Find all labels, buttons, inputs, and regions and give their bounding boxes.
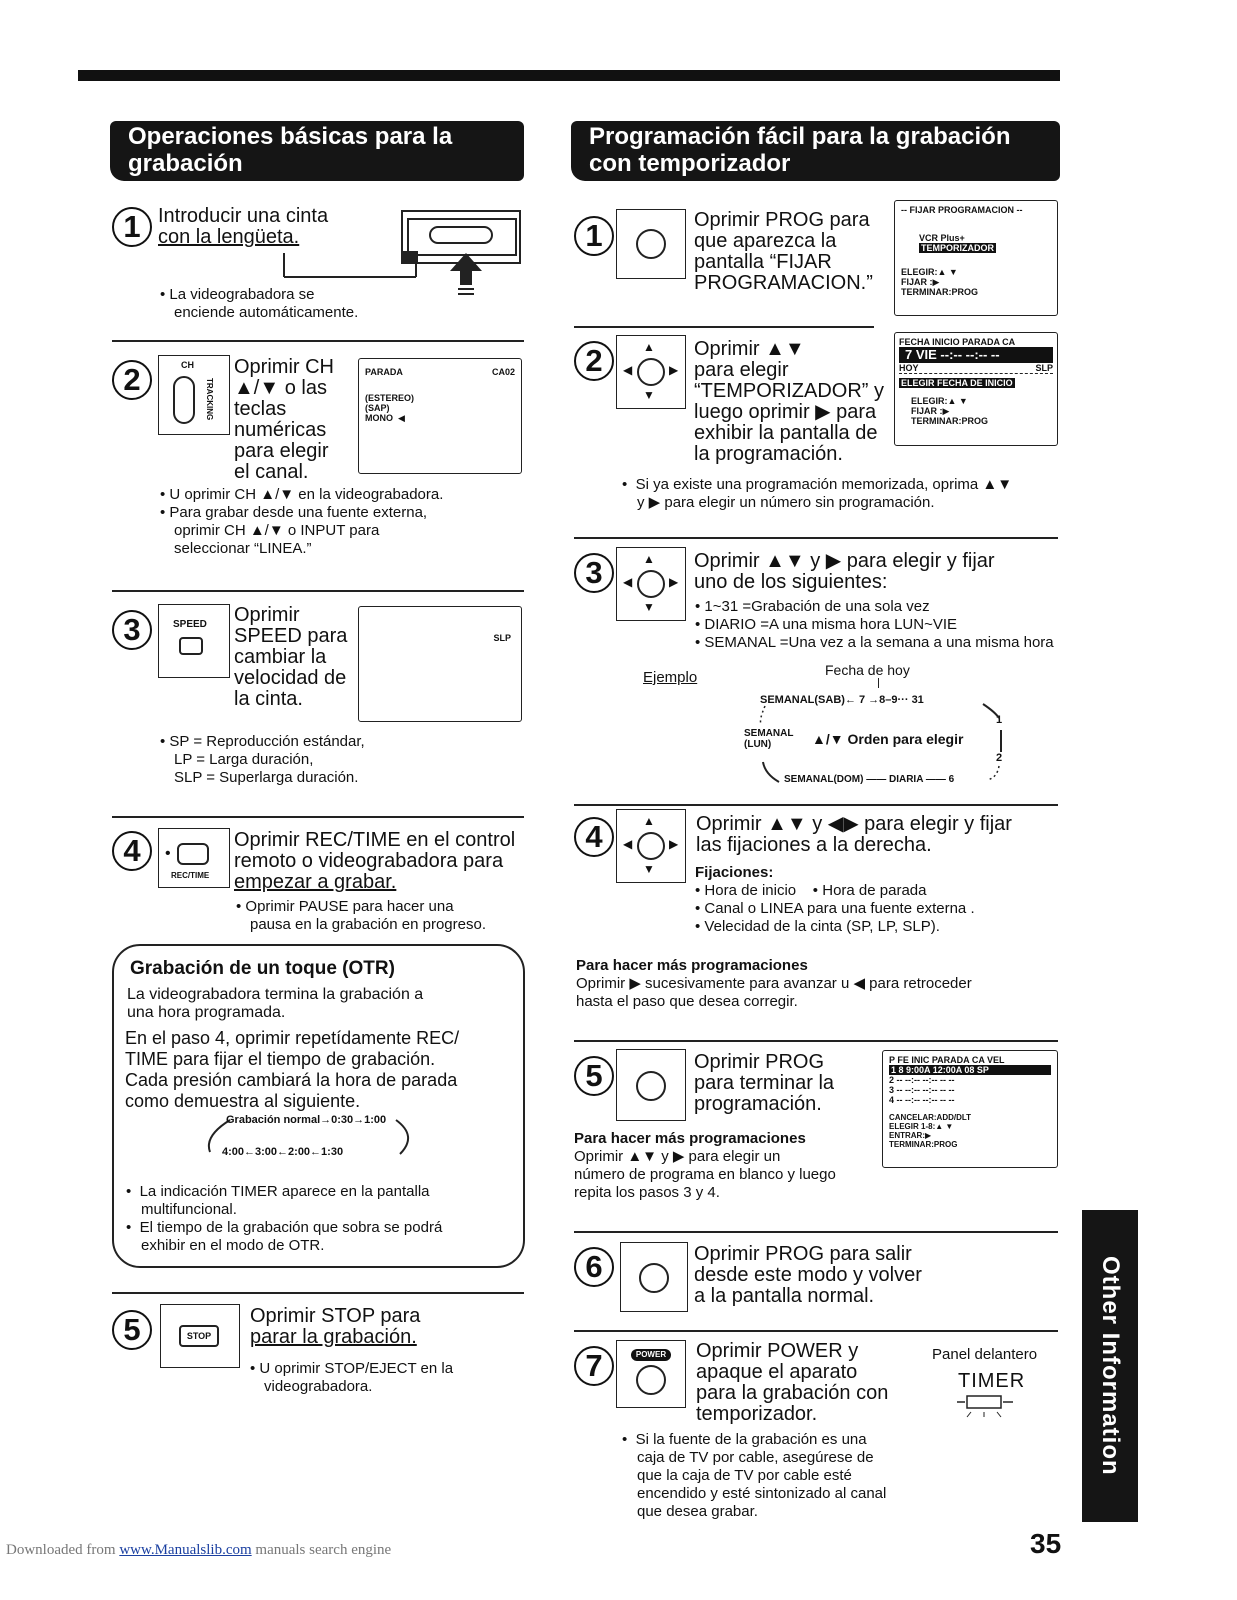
note-text: LP = Larga duración,	[174, 751, 314, 768]
screen-text: SLP	[493, 633, 511, 643]
note-text: enciende automáticamente.	[174, 304, 359, 321]
note-text: que desea grabar.	[637, 1503, 758, 1520]
step-number: 6	[574, 1247, 614, 1287]
screen-text: ELEGIR:▲ ▼	[911, 396, 968, 406]
text-line: programación.	[694, 1093, 822, 1115]
up-arrow-icon: ▲	[643, 814, 655, 828]
note-text: Para grabar desde una fuente externa,	[169, 504, 428, 521]
screen-text: 2 -- --:-- --:-- -- --	[889, 1075, 955, 1085]
otr-paragraph	[125, 1028, 459, 1112]
orden-label: ▲/▼ Orden para elegir	[812, 731, 964, 747]
otr-paragraph	[127, 986, 423, 1022]
text-line: que aparezca la	[694, 230, 837, 252]
screen-text: CA02	[491, 367, 515, 377]
divider	[112, 1292, 524, 1294]
text-line: Oprimir CH	[234, 356, 334, 378]
text-line: remoto o videograbadora para	[234, 850, 504, 872]
arrow-pad-icon	[616, 809, 686, 883]
text-line: temporizador.	[696, 1403, 818, 1425]
screen-text: CANCELAR:ADD/DLT	[889, 1113, 972, 1122]
text-line: teclas	[234, 398, 287, 420]
step-text	[694, 1244, 922, 1307]
screen-text: TERMINAR:PROG	[901, 287, 978, 297]
divider	[112, 590, 524, 592]
left-section-header	[110, 121, 524, 181]
speed-button-icon	[158, 604, 230, 678]
up-arrow-icon: ▲	[643, 340, 655, 354]
fijar-programacion-screen	[894, 200, 1058, 316]
divider	[574, 1231, 1058, 1233]
power-label: POWER	[631, 1349, 671, 1361]
text-line: cambiar la	[234, 646, 327, 668]
screen-text: HOY	[899, 363, 919, 373]
step-number: 2	[112, 360, 152, 400]
text-line: para elegir	[234, 440, 329, 462]
text-line: las fijaciones a la derecha.	[696, 834, 932, 856]
subheading: Para hacer más programaciones	[574, 1130, 806, 1147]
otr-title: Grabación de un toque (OTR)	[130, 958, 395, 979]
ejemplo-label: Ejemplo	[643, 669, 698, 686]
note-text: U oprimir STOP/EJECT en la	[259, 1360, 454, 1377]
round-button-icon	[636, 229, 666, 259]
prog-button-icon	[616, 209, 686, 279]
divider	[112, 816, 524, 818]
screen-highlight: 1 8 9:00A 12:00A 08 SP	[889, 1065, 1051, 1075]
screen-text: FIJAR :▶	[901, 277, 940, 287]
note-text: SP = Reproducción estándar,	[169, 733, 365, 750]
text-line: Oprimir PROG para	[694, 209, 870, 231]
text-line: una hora programada.	[127, 1004, 286, 1021]
text-line: repita los pasos 3 y 4.	[574, 1184, 720, 1201]
manualslib-link[interactable]: www.Manualslib.com	[119, 1542, 252, 1558]
note-text: exhibir en el modo de OTR.	[141, 1237, 325, 1254]
note-text: oprimir CH ▲/▼ o INPUT para	[174, 522, 380, 539]
text-line: el canal.	[234, 461, 309, 483]
step-number: 2	[574, 341, 614, 381]
text-line: numéricas	[234, 419, 327, 441]
note-text: videograbadora.	[264, 1378, 373, 1395]
tick-line	[878, 678, 879, 688]
screen-text: TERMINAR:PROG	[889, 1140, 958, 1149]
tv-screen	[358, 606, 522, 722]
text-line: (LUN)	[744, 739, 772, 750]
note-text: SLP = Superlarga duración.	[174, 769, 359, 786]
screen-text: (ESTEREO)	[365, 393, 415, 403]
list-item: Hora de inicio	[704, 882, 797, 899]
note-text: Si la fuente de la grabación es una	[635, 1431, 867, 1448]
step-text	[696, 1341, 888, 1425]
left-header-text: Operaciones básicas para la grabación	[128, 123, 453, 177]
cycle-number: 1	[996, 714, 1003, 726]
note-text: La videograbadora se	[169, 286, 315, 303]
footer-text: manuals search engine	[251, 1542, 392, 1558]
screen-highlight: TEMPORIZADOR	[921, 243, 994, 253]
fijaciones-title: Fijaciones:	[695, 864, 774, 881]
ch-rocker-icon	[173, 376, 195, 424]
text-line: “TEMPORIZADOR” y	[694, 380, 884, 402]
left-arrow-icon: ◀	[623, 363, 633, 377]
text-line: a la pantalla normal.	[694, 1285, 875, 1307]
prog-button-icon	[620, 1242, 688, 1312]
joystick-icon	[637, 358, 665, 386]
text-line: para elegir	[694, 359, 789, 381]
joystick-icon	[637, 832, 665, 860]
text-line: Introducir una cinta	[158, 205, 329, 227]
text-line: empezar a grabar.	[234, 871, 397, 893]
power-button-icon	[616, 1340, 686, 1408]
step-number: 3	[574, 553, 614, 593]
bullet-text: DIARIO =A una misma hora LUN~VIE	[704, 616, 958, 633]
note-text: Si ya existe una programación memorizada, oprima ▲▼	[635, 476, 1013, 493]
text-line: SEMANAL	[744, 728, 794, 739]
step-number: 1	[112, 207, 152, 247]
program-list-screen	[882, 1050, 1058, 1168]
step-number: 7	[574, 1346, 614, 1386]
screen-text: (SAP)	[365, 403, 390, 413]
text-line: uno de los siguientes:	[694, 571, 888, 593]
text-line: La videograbadora termina la grabación a	[127, 986, 424, 1003]
text-line: exhibir la pantalla de	[694, 422, 878, 444]
icon-label: REC/TIME	[171, 871, 210, 880]
step-notes: • U oprimir STOP/EJECT en la videograbadora.	[250, 1360, 454, 1395]
screen-text: PARADA	[365, 367, 403, 377]
note-text: seleccionar “LINEA.”	[174, 540, 312, 557]
cycle-top-text: SEMANAL(SAB)← 7 →8–9··· 31	[760, 694, 924, 706]
arrow-pad-icon	[616, 335, 686, 409]
text-line: velocidad de	[234, 667, 347, 689]
stop-label: STOP	[179, 1325, 219, 1347]
screen-text: SLP	[1035, 363, 1053, 373]
screen-text: MONO	[365, 413, 393, 423]
down-arrow-icon: ▼	[643, 388, 655, 402]
text-line: pantalla “FIJAR	[694, 251, 832, 273]
right-header-text: Programación fácil para la grabación con temporizador	[589, 123, 1011, 177]
round-button-icon	[639, 1263, 669, 1293]
text-line: desde este modo y volver	[694, 1264, 922, 1286]
screen-highlight: 7 VIE --:-- --:-- --	[899, 347, 1053, 363]
left-arrow-icon: ◀	[623, 575, 633, 589]
text-line: ▲/▼ o las	[234, 377, 327, 399]
text-line: número de programa en blanco y luego	[574, 1166, 836, 1183]
note-text: que la caja de TV por cable esté	[637, 1467, 852, 1484]
text-line: En el paso 4, oprimir repetídamente REC/	[125, 1028, 460, 1048]
step-text	[696, 814, 1012, 856]
divider	[574, 537, 1058, 539]
footer-text: Downloaded from	[6, 1542, 120, 1558]
prog-button-icon	[616, 1049, 686, 1121]
power-icon	[636, 1365, 666, 1395]
text-line: Oprimir STOP para	[250, 1305, 421, 1327]
fecha-label: Fecha de hoy	[825, 662, 910, 678]
note-text: multifuncional.	[141, 1201, 237, 1218]
page-number: 35	[1030, 1528, 1062, 1559]
screen-text: FECHA INICIO PARADA CA	[899, 337, 1016, 347]
divider	[574, 1040, 1058, 1042]
text-line: Oprimir ▲▼	[694, 338, 805, 360]
tv-screen: PARADA CA02 (ESTEREO) (SAP) MONO ◀	[358, 358, 522, 474]
text-line: la programación.	[694, 443, 843, 465]
screen-text: ENTRAR:▶	[889, 1131, 932, 1140]
step-notes: • SP = Reproducción estándar, LP = Larga duración, SLP = Superlarga duración.	[160, 733, 365, 786]
rec-button-icon	[177, 843, 209, 865]
stop-button-icon	[160, 1304, 240, 1368]
step-text	[234, 357, 334, 483]
down-arrow-icon: ▼	[643, 862, 655, 876]
screen-text: ELEGIR 1-8:▲ ▼	[889, 1122, 954, 1131]
timer-indicator: TIMER	[958, 1370, 1026, 1392]
top-rule	[78, 70, 1060, 81]
divider	[574, 1330, 1058, 1332]
note-text: pausa en la grabación en progreso.	[250, 916, 487, 933]
square-button-icon	[179, 637, 203, 655]
left-arrow-icon: ◀	[623, 837, 633, 851]
mas-programaciones-1	[576, 957, 972, 1011]
rectime-button-icon	[158, 828, 230, 888]
text-line: Oprimir POWER y	[696, 1340, 859, 1362]
step-number: 5	[574, 1056, 614, 1096]
screen-text: P FE INIC PARADA CA VEL	[889, 1055, 1005, 1065]
text-line: hasta el paso que desea corregir.	[576, 993, 798, 1010]
side-tab	[1082, 1210, 1138, 1522]
note-text: Oprimir PAUSE para hacer una	[245, 898, 454, 915]
text-line: Cada presión cambiará la hora de parada	[125, 1070, 458, 1090]
text-line: Oprimir REC/TIME en el control	[234, 829, 516, 851]
step-number: 4	[112, 831, 152, 871]
step-notes: • Si ya existe una programación memorizada, oprima ▲▼ y ▶ para elegir un número sin programación.	[622, 476, 1013, 511]
step-number: 4	[574, 817, 614, 857]
note-text: y ▶ para elegir un número sin programación.	[637, 494, 935, 511]
screen-text: 4 -- --:-- --:-- -- --	[889, 1095, 955, 1105]
step-notes: • Oprimir PAUSE para hacer una pausa en la grabación en progreso.	[236, 898, 487, 933]
up-arrow-icon: ▲	[643, 552, 655, 566]
step-text	[250, 1306, 420, 1348]
divider	[574, 804, 1058, 806]
mas-programaciones-2	[574, 1130, 836, 1202]
step-text	[694, 210, 873, 294]
fijaciones-list: Fijaciones: • Hora de inicio • Hora de parada • Canal o LINEA para una fuente externa . • Velecidad de la cinta (SP, LP, SLP).	[695, 864, 975, 935]
text-line: PROGRAMACION.”	[694, 272, 873, 294]
icon-label: SPEED	[173, 619, 207, 630]
step-notes: • U oprimir CH ▲/▼ en la videograbadora. • Para grabar desde una fuente externa, oprimir CH ▲/▼ o INPUT para seleccionar “LINEA.”	[160, 486, 444, 557]
timer-glow-icon	[955, 1392, 1025, 1418]
joystick-icon	[637, 570, 665, 598]
list-item: Hora de parada	[822, 882, 927, 899]
cycle-top-text: Grabación normal→0:30→1:00	[226, 1114, 387, 1126]
text-line: como demuestra al siguiente.	[125, 1091, 361, 1111]
text-line: Oprimir ▲▼ y ▶ para elegir un	[574, 1148, 781, 1165]
icon-label: CH	[181, 360, 194, 370]
dot-icon: •	[165, 845, 171, 862]
text-line: Oprimir ▲▼ y ▶ para elegir y fijar	[694, 550, 995, 572]
screen-text: FIJAR :▶	[911, 406, 950, 416]
arrow-pad-icon	[616, 547, 686, 621]
otr-notes: • La indicación TIMER aparece en la pantalla multifuncional. • El tiempo de la grabación que sobra se podrá exhibir en el modo de OTR.	[126, 1183, 443, 1254]
screen-text: -- FIJAR PROGRAMACION --	[901, 205, 1023, 215]
down-arrow-icon: ▼	[643, 600, 655, 614]
step-notes: • Si la fuente de la grabación es una caja de TV por cable, asegúrese de que la caja de TV por cable esté encendido y esté sintonizado al canal que desea grabar.	[622, 1431, 887, 1520]
note-text: La indicación TIMER aparece en la pantalla	[139, 1183, 430, 1200]
text-line: Oprimir ▲▼ y ◀▶ para elegir y fijar	[696, 813, 1012, 835]
text-line: apaque el aparato	[696, 1361, 858, 1383]
right-arrow-icon: ▶	[669, 575, 679, 589]
panel-label: Panel delantero	[932, 1346, 1038, 1363]
step-text	[694, 1052, 834, 1115]
divider	[574, 326, 874, 328]
screen-text: 3 -- --:-- --:-- -- --	[889, 1085, 955, 1095]
list-item: Canal o LINEA para una fuente externa .	[704, 900, 975, 917]
text-line: Oprimir	[234, 604, 300, 626]
step-text	[234, 830, 515, 893]
subheading: Para hacer más programaciones	[576, 957, 808, 974]
text-line: parar la grabación.	[250, 1326, 417, 1348]
bullet-text: SEMANAL =Una vez a la semana a una misma hora	[704, 634, 1054, 651]
note-text: U oprimir CH ▲/▼ en la videograbadora.	[169, 486, 444, 503]
step-number: 3	[112, 610, 152, 650]
step-notes: • La videograbadora se enciende automáticamente.	[160, 286, 359, 321]
text-line: TIME para fijar el tiempo de grabación.	[125, 1049, 436, 1069]
step-text	[694, 339, 884, 465]
bullet-text: 1~31 =Grabación de una sola vez	[704, 598, 930, 615]
note-text: El tiempo de la grabación que sobra se podrá	[139, 1219, 443, 1236]
screen-text: TERMINAR:PROG	[911, 416, 988, 426]
text-line: Oprimir PROG para salir	[694, 1243, 912, 1265]
right-section-header	[571, 121, 1060, 181]
round-button-icon	[636, 1071, 666, 1101]
text-line: para terminar la	[694, 1072, 835, 1094]
right-arrow-icon: ▶	[669, 363, 679, 377]
text-line: con la lengüeta.	[158, 226, 300, 248]
note-text: encendido y esté sintonizado al canal	[637, 1485, 887, 1502]
step-text	[694, 551, 995, 593]
screen-text: ELEGIR:▲ ▼	[901, 267, 958, 277]
step-bullets: • 1~31 =Grabación de una sola vez • DIARIO =A una misma hora LUN~VIE • SEMANAL =Una vez a la semana a una misma hora	[695, 598, 1054, 651]
text-line: SPEED para	[234, 625, 348, 647]
list-item: Velecidad de la cinta (SP, LP, SLP).	[704, 918, 940, 935]
text-line: para la grabación con	[696, 1382, 889, 1404]
text-line: Oprimir ▶ sucesivamente para avanzar u ◀ para retroceder	[576, 975, 972, 992]
screen-highlight: ELEGIR FECHA DE INICIO	[901, 378, 1013, 388]
text-line: la cinta.	[234, 688, 303, 710]
text-line: luego oprimir ▶ para	[694, 401, 877, 423]
program-date-screen	[894, 332, 1058, 446]
side-tab-label: Other Information	[1097, 1256, 1124, 1476]
note-text: caja de TV por cable, asegúrese de	[637, 1449, 874, 1466]
tracking-label: TRACKING	[205, 378, 214, 421]
download-footer	[6, 1542, 391, 1559]
text-line: Oprimir PROG	[694, 1051, 824, 1073]
step-number: 5	[112, 1310, 152, 1350]
cycle-bottom-text: SEMANAL(DOM) —— DIARIA —— 6	[784, 774, 955, 785]
cycle-number: 2	[996, 752, 1003, 764]
step-text	[234, 605, 347, 710]
screen-text: VCR Plus+	[919, 233, 965, 243]
right-arrow-icon: ▶	[669, 837, 679, 851]
divider	[112, 340, 524, 342]
step-number: 1	[574, 216, 614, 256]
ch-button-icon	[158, 355, 230, 435]
cycle-bottom-text: 4:00←3:00←2:00←1:30	[222, 1146, 344, 1158]
